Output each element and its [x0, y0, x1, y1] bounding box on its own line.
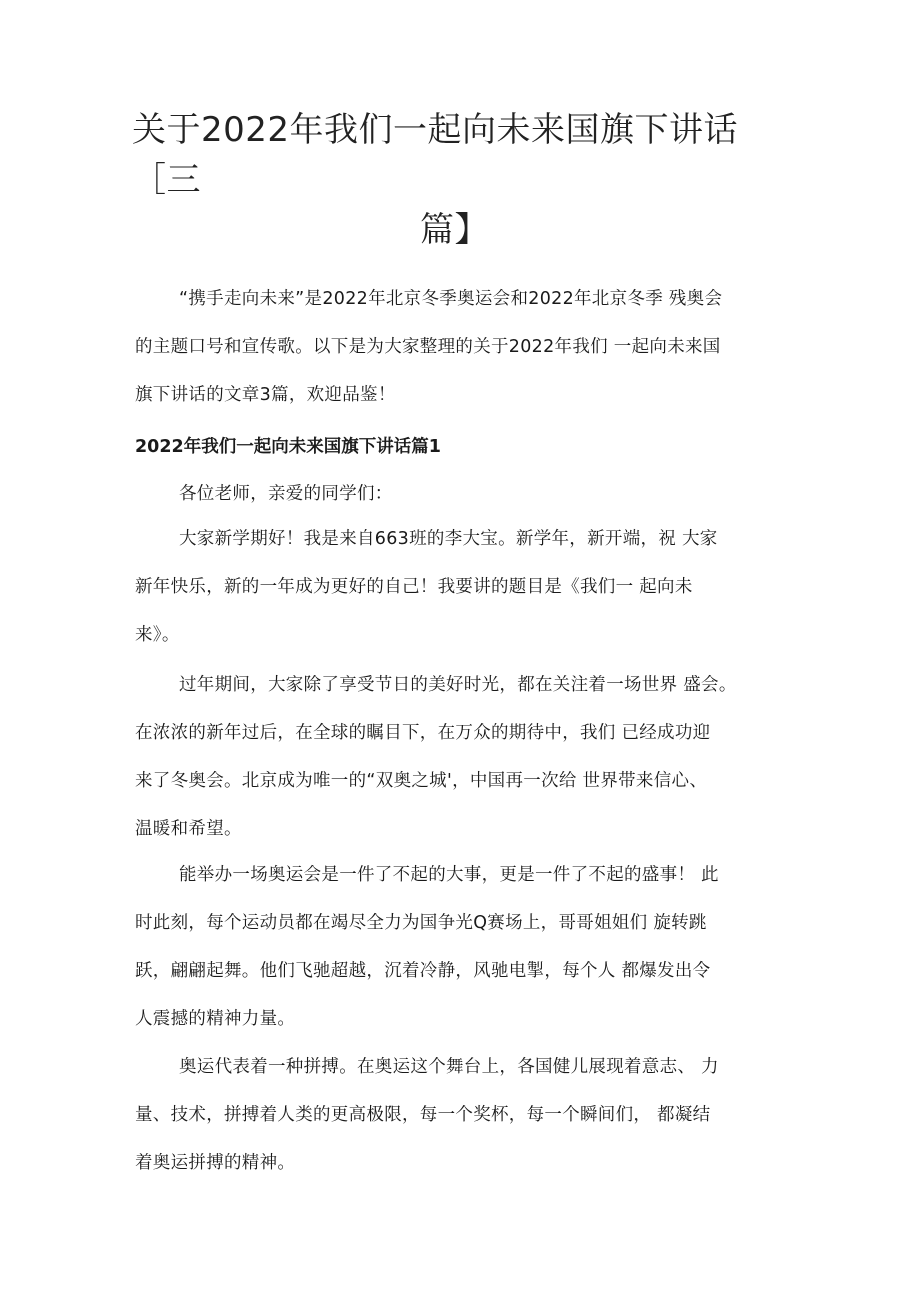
text-line: 来》。: [135, 625, 180, 645]
text-line: 能举办一场奥运会是一件了不起的大事，更是一件了不起的盛事！ 此: [179, 865, 719, 885]
body-paragraph: [135, 1043, 795, 1187]
text-line: 奥运代表着一种拼搏。在奥运这个舞台上，各国健儿展现着意志、 力: [179, 1057, 719, 1077]
text-line: 人震撼的精神力量。: [135, 1009, 296, 1029]
text-line: 各位老师，亲爱的同学们：: [179, 484, 393, 504]
text-line: 大家新学期好！我是来自663班的李大宝。新学年，新开端，祝 大家: [179, 529, 718, 549]
title-line-1: 关于2022年我们一起向未来国旗下讲话［三: [132, 110, 739, 200]
text-line: 过年期间，大家除了享受节日的美好时光，都在关注着一场世界 盛会。: [179, 675, 737, 695]
text-line: 来了冬奥会。北京成为唯一的“双奥之城'，中国再一次给 世界带来信心、: [135, 771, 708, 791]
body-paragraph: [135, 515, 795, 659]
text-line: 跃，翩翩起舞。他们飞驰超越，沉着冷静，风驰电掣，每个人 都爆发出令: [135, 961, 711, 981]
text-line: 在浓浓的新年过后，在全球的瞩目下，在万众的期待中，我们 已经成功迎: [135, 723, 711, 743]
intro-paragraph: [135, 275, 795, 419]
text-line: 的主题口号和宣传歌。以下是为大家整理的关于2022年我们 一起向未来国: [135, 337, 721, 357]
title-line-2: 篇】: [420, 210, 489, 250]
text-line: 时此刻，每个运动员都在竭尽全力为国争光Q赛场上，哥哥姐姐们 旋转跳: [135, 913, 707, 933]
body-paragraph: [135, 661, 795, 853]
document-title: [132, 105, 792, 255]
text-line: “携手走向未来”是2022年北京冬季奥运会和2022年北京冬季 残奥会: [179, 289, 723, 309]
section-heading: 2022年我们一起向未来国旗下讲话篇1: [135, 437, 441, 457]
text-line: 温暖和希望。: [135, 819, 242, 839]
text-line: 着奥运拼搏的精神。: [135, 1153, 296, 1173]
greeting: [135, 470, 795, 518]
body-paragraph: [135, 851, 795, 1043]
text-line: 新年快乐，新的一年成为更好的自己！我要讲的题目是《我们一 起向未: [135, 577, 693, 597]
text-line: 量、技术，拼搏着人类的更高极限，每一个奖杯，每一个瞬间们， 都凝结: [135, 1105, 711, 1125]
text-line: 旗下讲话的文章3篇，欢迎品鉴！: [135, 385, 396, 405]
